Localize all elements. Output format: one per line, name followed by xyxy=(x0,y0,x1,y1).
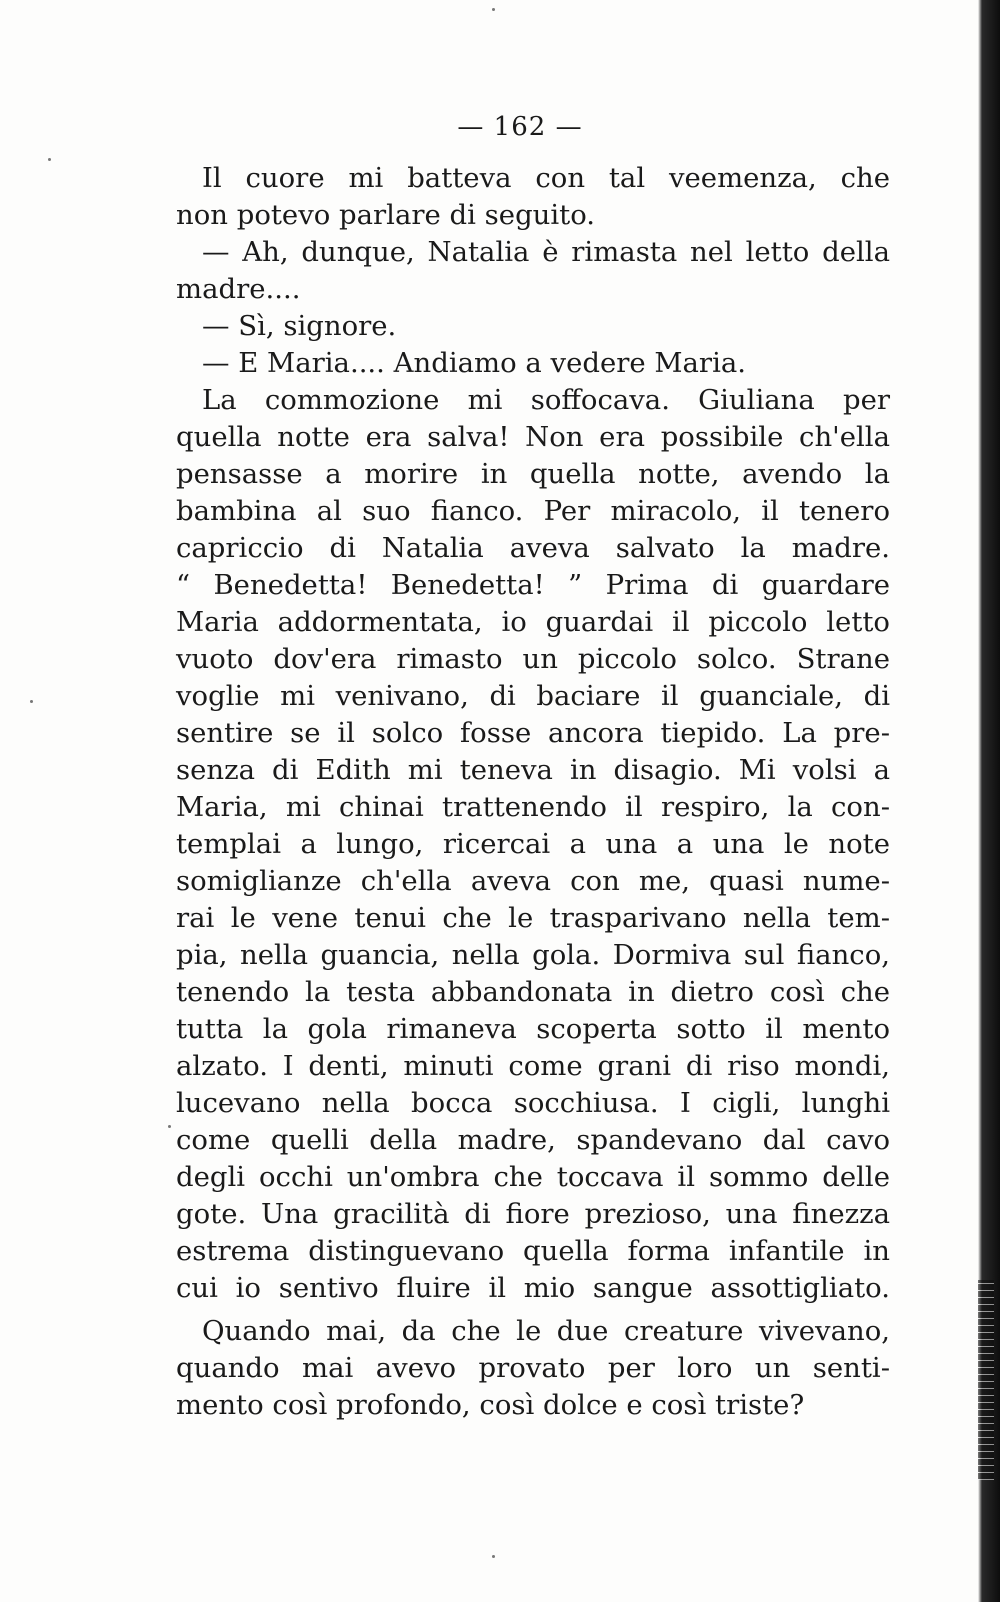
text-line: pensasse a morire in quella notte, avendo la xyxy=(176,458,890,490)
text-line: Il cuore mi batteva con tal veemenza, che xyxy=(202,162,890,194)
text-line: estrema distinguevano quella forma infantile in xyxy=(176,1235,890,1267)
paper-speck xyxy=(492,8,495,11)
text-line: rai le vene tenui che le trasparivano nella tem- xyxy=(176,902,890,934)
page-edge-speckle xyxy=(978,1280,994,1480)
text-line: sentire se il solco fosse ancora tiepido. La pre- xyxy=(176,717,890,749)
text-line: mento così profondo, così dolce e così triste? xyxy=(176,1389,805,1421)
text-line: — Ah, dunque, Natalia è rimasta nel letto della xyxy=(202,236,890,268)
text-line: quando mai avevo provato per loro un senti- xyxy=(176,1352,890,1384)
paper-speck xyxy=(168,1125,171,1128)
text-line: degli occhi un'ombra che toccava il sommo delle xyxy=(176,1161,890,1193)
text-line: voglie mi venivano, di baciare il guanciale, di xyxy=(176,680,890,712)
text-line: senza di Edith mi teneva in disagio. Mi volsi a xyxy=(176,754,890,786)
text-line: tenendo la testa abbandonata in dietro così che xyxy=(176,976,890,1008)
text-line: Quando mai, da che le due creature vivevano, xyxy=(202,1315,890,1347)
text-line: tutta la gola rimaneva scoperta sotto il mento xyxy=(176,1013,890,1045)
text-line: non potevo parlare di seguito. xyxy=(176,199,596,231)
text-line: La commozione mi soffocava. Giuliana per xyxy=(202,384,890,416)
paper-speck xyxy=(30,700,33,703)
paper-speck xyxy=(48,158,51,161)
body-text xyxy=(176,160,890,1424)
text-line: vuoto dov'era rimasto un piccolo solco. Strane xyxy=(176,643,890,675)
text-line: Maria addormentata, io guardai il piccolo letto xyxy=(176,606,890,638)
text-line: gote. Una gracilità di fiore prezioso, una finezza xyxy=(176,1198,890,1230)
text-line: Maria, mi chinai trattenendo il respiro, la con- xyxy=(176,791,890,823)
page-number: — 162 — xyxy=(457,112,583,142)
text-line: “ Benedetta! Benedetta! ” Prima di guardare xyxy=(176,569,890,601)
text-line: capriccio di Natalia aveva salvato la madre. xyxy=(176,532,890,564)
text-line: cui io sentivo fluire il mio sangue assottigliato. xyxy=(176,1272,890,1304)
text-line: alzato. I denti, minuti come grani di riso mondi, xyxy=(176,1050,890,1082)
paper-speck xyxy=(492,1555,495,1558)
text-line: — Sì, signore. xyxy=(202,310,397,342)
text-line: come quelli della madre, spandevano dal cavo xyxy=(176,1124,890,1156)
text-line: quella notte era salva! Non era possibile ch'ella xyxy=(176,421,890,453)
text-line: somiglianze ch'ella aveva con me, quasi nume- xyxy=(176,865,890,897)
text-line: madre.... xyxy=(176,273,301,305)
text-line: — E Maria.... Andiamo a vedere Maria. xyxy=(202,347,747,379)
text-line: bambina al suo fianco. Per miracolo, il tenero xyxy=(176,495,890,527)
text-line: lucevano nella bocca socchiusa. I cigli, lunghi xyxy=(176,1087,890,1119)
text-line: templai a lungo, ricercai a una a una le note xyxy=(176,828,890,860)
text-line: pia, nella guancia, nella gola. Dormiva sul fianco, xyxy=(176,939,890,971)
